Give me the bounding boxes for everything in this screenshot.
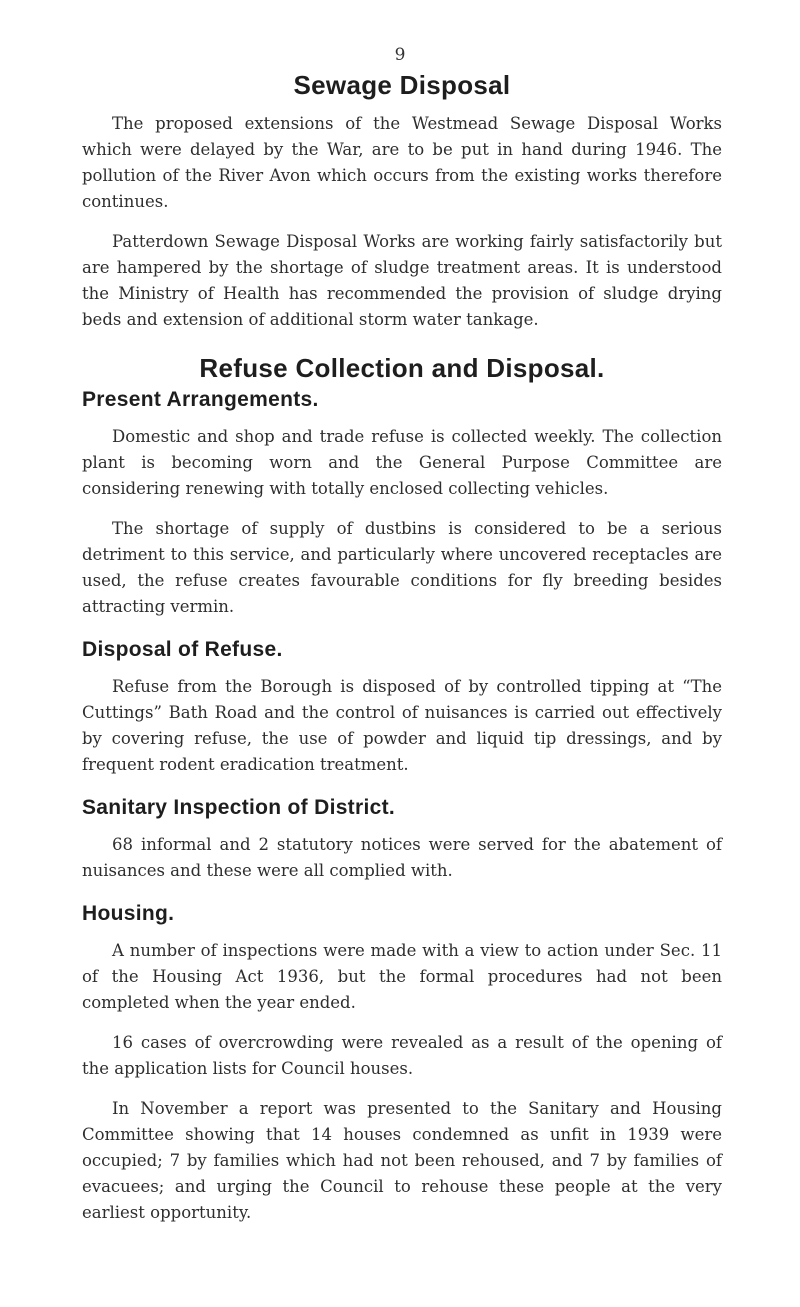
page-content <box>82 70 722 1240</box>
housing-heading: Housing. <box>82 902 175 925</box>
housing-paragraph-1: A number of inspections were made with a view to action under Sec. 11 of the Housing Act 1936, but the formal procedures had not been completed when the year ended. <box>82 941 722 1012</box>
refuse-paragraph-1: Domestic and shop and trade refuse is collected weekly. The collection plant is becoming worn and the General Purpose Committee are considering renewing with totally enclosed collecting vehicles. <box>82 427 722 498</box>
sewage-disposal-title: Sewage Disposal <box>293 70 511 100</box>
present-arrangements-heading: Present Arrangements. <box>82 388 319 411</box>
refuse-paragraph-3: Refuse from the Borough is disposed of by controlled tipping at “The Cuttings” Bath Road and the control of nuisances is carried out effectively by covering refuse, the use of powder and liquid tip dressings, and by frequent rodent eradication treatment. <box>82 677 722 774</box>
sewage-paragraph-2: Patterdown Sewage Disposal Works are working fairly satisfactorily but are hampered by the shortage of sludge treatment areas. It is understood the Ministry of Health has recommended the provision of sludge drying beds and extension of additional storm water tankage. <box>82 232 722 329</box>
inspection-paragraph-1: 68 informal and 2 statutory notices were served for the abatement of nuisances and these were all complied with. <box>82 835 722 880</box>
sewage-paragraph-1: The proposed extensions of the Westmead Sewage Disposal Works which were delayed by the War, are to be put in hand during 1946. The pollution of the River Avon which occurs from the existing works therefore continues. <box>82 114 722 211</box>
page-number: 9 <box>394 45 406 65</box>
housing-paragraph-3: In November a report was presented to the Sanitary and Housing Committee showing that 14 houses condemned as unfit in 1939 were occupied; 7 by families which had not been rehoused, and 7 by families of evacuees; and urging the Council to rehouse these people at the very earliest opportunity. <box>82 1099 722 1222</box>
disposal-of-refuse-heading: Disposal of Refuse. <box>82 638 283 661</box>
sanitary-inspection-heading: Sanitary Inspection of District. <box>82 796 395 819</box>
refuse-collection-title: Refuse Collection and Disposal. <box>199 353 605 383</box>
housing-paragraph-2: 16 cases of overcrowding were revealed as a result of the opening of the application lists for Council houses. <box>82 1033 722 1078</box>
refuse-paragraph-2: The shortage of supply of dustbins is considered to be a serious detriment to this service, and particularly where uncovered receptacles are used, the refuse creates favourable conditions for fly breeding besides attracting vermin. <box>82 519 722 616</box>
